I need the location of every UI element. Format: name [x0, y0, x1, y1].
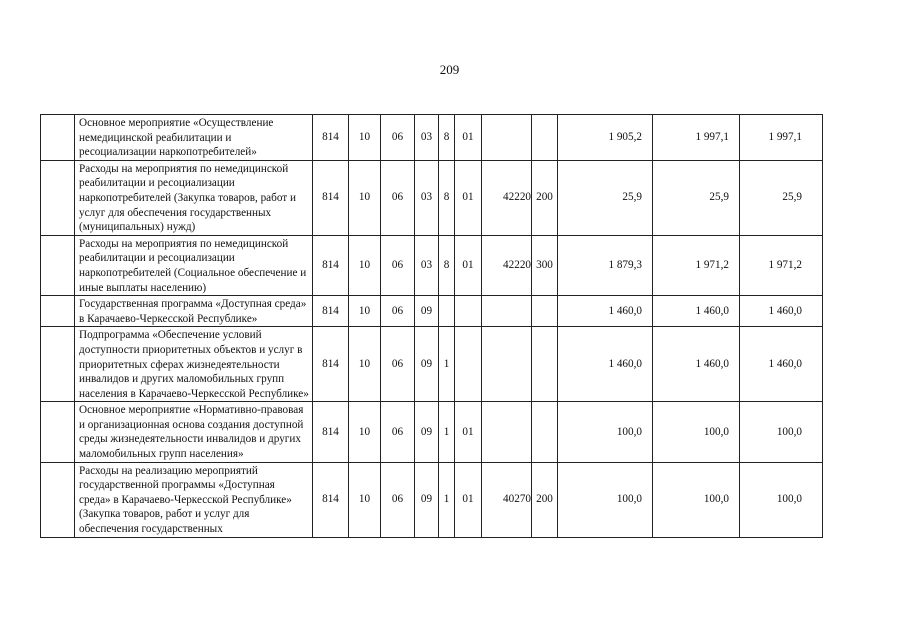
ministry-code-cell: 814 [313, 235, 349, 295]
table-row [41, 296, 823, 327]
margin-cell [41, 235, 75, 295]
subprogram-code-cell: 1 [439, 462, 455, 537]
ministry-code-cell: 814 [313, 402, 349, 462]
event-code-cell: 01 [455, 462, 482, 537]
ministry-code-cell: 814 [313, 296, 349, 327]
direction-code-cell [482, 327, 532, 402]
subprogram-code-cell: 8 [439, 115, 455, 161]
description-cell: Расходы на реализацию мероприятий государственной программы «Доступная среда» в Карачаево-Черкесской Республике» (Закупка товаров, работ и услуг для обеспечения государственных [75, 462, 313, 537]
description-cell: Расходы на мероприятия по немедицинской реабилитации и ресоциализации наркопотребителей (Закупка товаров, работ и услуг для обеспечения государственных (муниципальных) нужд) [75, 160, 313, 235]
subprogram-code-cell: 1 [439, 327, 455, 402]
amount-year-3-cell: 1 460,0 [740, 327, 823, 402]
table-row [41, 160, 823, 235]
program-code-cell: 09 [415, 327, 439, 402]
subsection-code-cell: 06 [381, 296, 415, 327]
event-code-cell: 01 [455, 160, 482, 235]
margin-cell [41, 327, 75, 402]
expense-type-cell [532, 115, 558, 161]
subsection-code-cell: 06 [381, 327, 415, 402]
amount-year-1-cell: 100,0 [558, 402, 653, 462]
description-cell: Подпрограмма «Обеспечение условий доступности приоритетных объектов и услуг в приоритетных сферах жизнедеятельности инвалидов и других маломобильных групп населения в Карачаево-Черкесской Республике» [75, 327, 313, 402]
amount-year-2-cell: 100,0 [653, 402, 740, 462]
program-code-cell: 09 [415, 462, 439, 537]
budget-table [40, 114, 823, 538]
event-code-cell: 01 [455, 235, 482, 295]
section-code-cell: 10 [349, 327, 381, 402]
table-row [41, 402, 823, 462]
amount-year-1-cell: 1 460,0 [558, 327, 653, 402]
expense-type-cell [532, 327, 558, 402]
program-code-cell: 09 [415, 402, 439, 462]
amount-year-3-cell: 1 460,0 [740, 296, 823, 327]
amount-year-3-cell: 1 971,2 [740, 235, 823, 295]
description-cell: Государственная программа «Доступная среда» в Карачаево-Черкесской Республике» [75, 296, 313, 327]
section-code-cell: 10 [349, 160, 381, 235]
section-code-cell: 10 [349, 402, 381, 462]
table-row [41, 462, 823, 537]
margin-cell [41, 402, 75, 462]
subprogram-code-cell: 8 [439, 235, 455, 295]
subsection-code-cell: 06 [381, 402, 415, 462]
direction-code-cell [482, 402, 532, 462]
amount-year-2-cell: 1 460,0 [653, 327, 740, 402]
amount-year-3-cell: 100,0 [740, 402, 823, 462]
ministry-code-cell: 814 [313, 115, 349, 161]
expense-type-cell [532, 296, 558, 327]
amount-year-2-cell: 100,0 [653, 462, 740, 537]
amount-year-2-cell: 1 971,2 [653, 235, 740, 295]
event-code-cell [455, 327, 482, 402]
direction-code-cell: 42220 [482, 160, 532, 235]
description-cell: Основное мероприятие «Осуществление немедицинской реабилитации и ресоциализации наркопотребителей» [75, 115, 313, 161]
margin-cell [41, 160, 75, 235]
amount-year-3-cell: 100,0 [740, 462, 823, 537]
expense-type-cell [532, 402, 558, 462]
amount-year-1-cell: 1 879,3 [558, 235, 653, 295]
event-code-cell [455, 296, 482, 327]
table-row [41, 115, 823, 161]
subprogram-code-cell [439, 296, 455, 327]
section-code-cell: 10 [349, 462, 381, 537]
expense-type-cell: 200 [532, 462, 558, 537]
amount-year-3-cell: 25,9 [740, 160, 823, 235]
margin-cell [41, 296, 75, 327]
subsection-code-cell: 06 [381, 235, 415, 295]
direction-code-cell [482, 115, 532, 161]
ministry-code-cell: 814 [313, 160, 349, 235]
margin-cell [41, 462, 75, 537]
expense-type-cell: 200 [532, 160, 558, 235]
table-body [41, 115, 823, 538]
description-cell: Основное мероприятие «Нормативно-правовая и организационная основа создания доступной среды жизнедеятельности инвалидов и других маломобильных групп населения» [75, 402, 313, 462]
table-row [41, 327, 823, 402]
ministry-code-cell: 814 [313, 327, 349, 402]
subsection-code-cell: 06 [381, 160, 415, 235]
program-code-cell: 03 [415, 235, 439, 295]
subprogram-code-cell: 1 [439, 402, 455, 462]
page-number: 209 [439, 62, 460, 77]
amount-year-1-cell: 25,9 [558, 160, 653, 235]
section-code-cell: 10 [349, 115, 381, 161]
event-code-cell: 01 [455, 115, 482, 161]
description-cell: Расходы на мероприятия по немедицинской реабилитации и ресоциализации наркопотребителей (Социальное обеспечение и иные выплаты населению) [75, 235, 313, 295]
program-code-cell: 03 [415, 160, 439, 235]
amount-year-1-cell: 100,0 [558, 462, 653, 537]
direction-code-cell: 40270 [482, 462, 532, 537]
amount-year-2-cell: 25,9 [653, 160, 740, 235]
subsection-code-cell: 06 [381, 462, 415, 537]
event-code-cell: 01 [455, 402, 482, 462]
amount-year-1-cell: 1 905,2 [558, 115, 653, 161]
amount-year-2-cell: 1 997,1 [653, 115, 740, 161]
direction-code-cell [482, 296, 532, 327]
subprogram-code-cell: 8 [439, 160, 455, 235]
section-code-cell: 10 [349, 296, 381, 327]
ministry-code-cell: 814 [313, 462, 349, 537]
expense-type-cell: 300 [532, 235, 558, 295]
table-row [41, 235, 823, 295]
direction-code-cell: 42220 [482, 235, 532, 295]
program-code-cell: 09 [415, 296, 439, 327]
program-code-cell: 03 [415, 115, 439, 161]
margin-cell [41, 115, 75, 161]
amount-year-1-cell: 1 460,0 [558, 296, 653, 327]
section-code-cell: 10 [349, 235, 381, 295]
amount-year-2-cell: 1 460,0 [653, 296, 740, 327]
amount-year-3-cell: 1 997,1 [740, 115, 823, 161]
subsection-code-cell: 06 [381, 115, 415, 161]
